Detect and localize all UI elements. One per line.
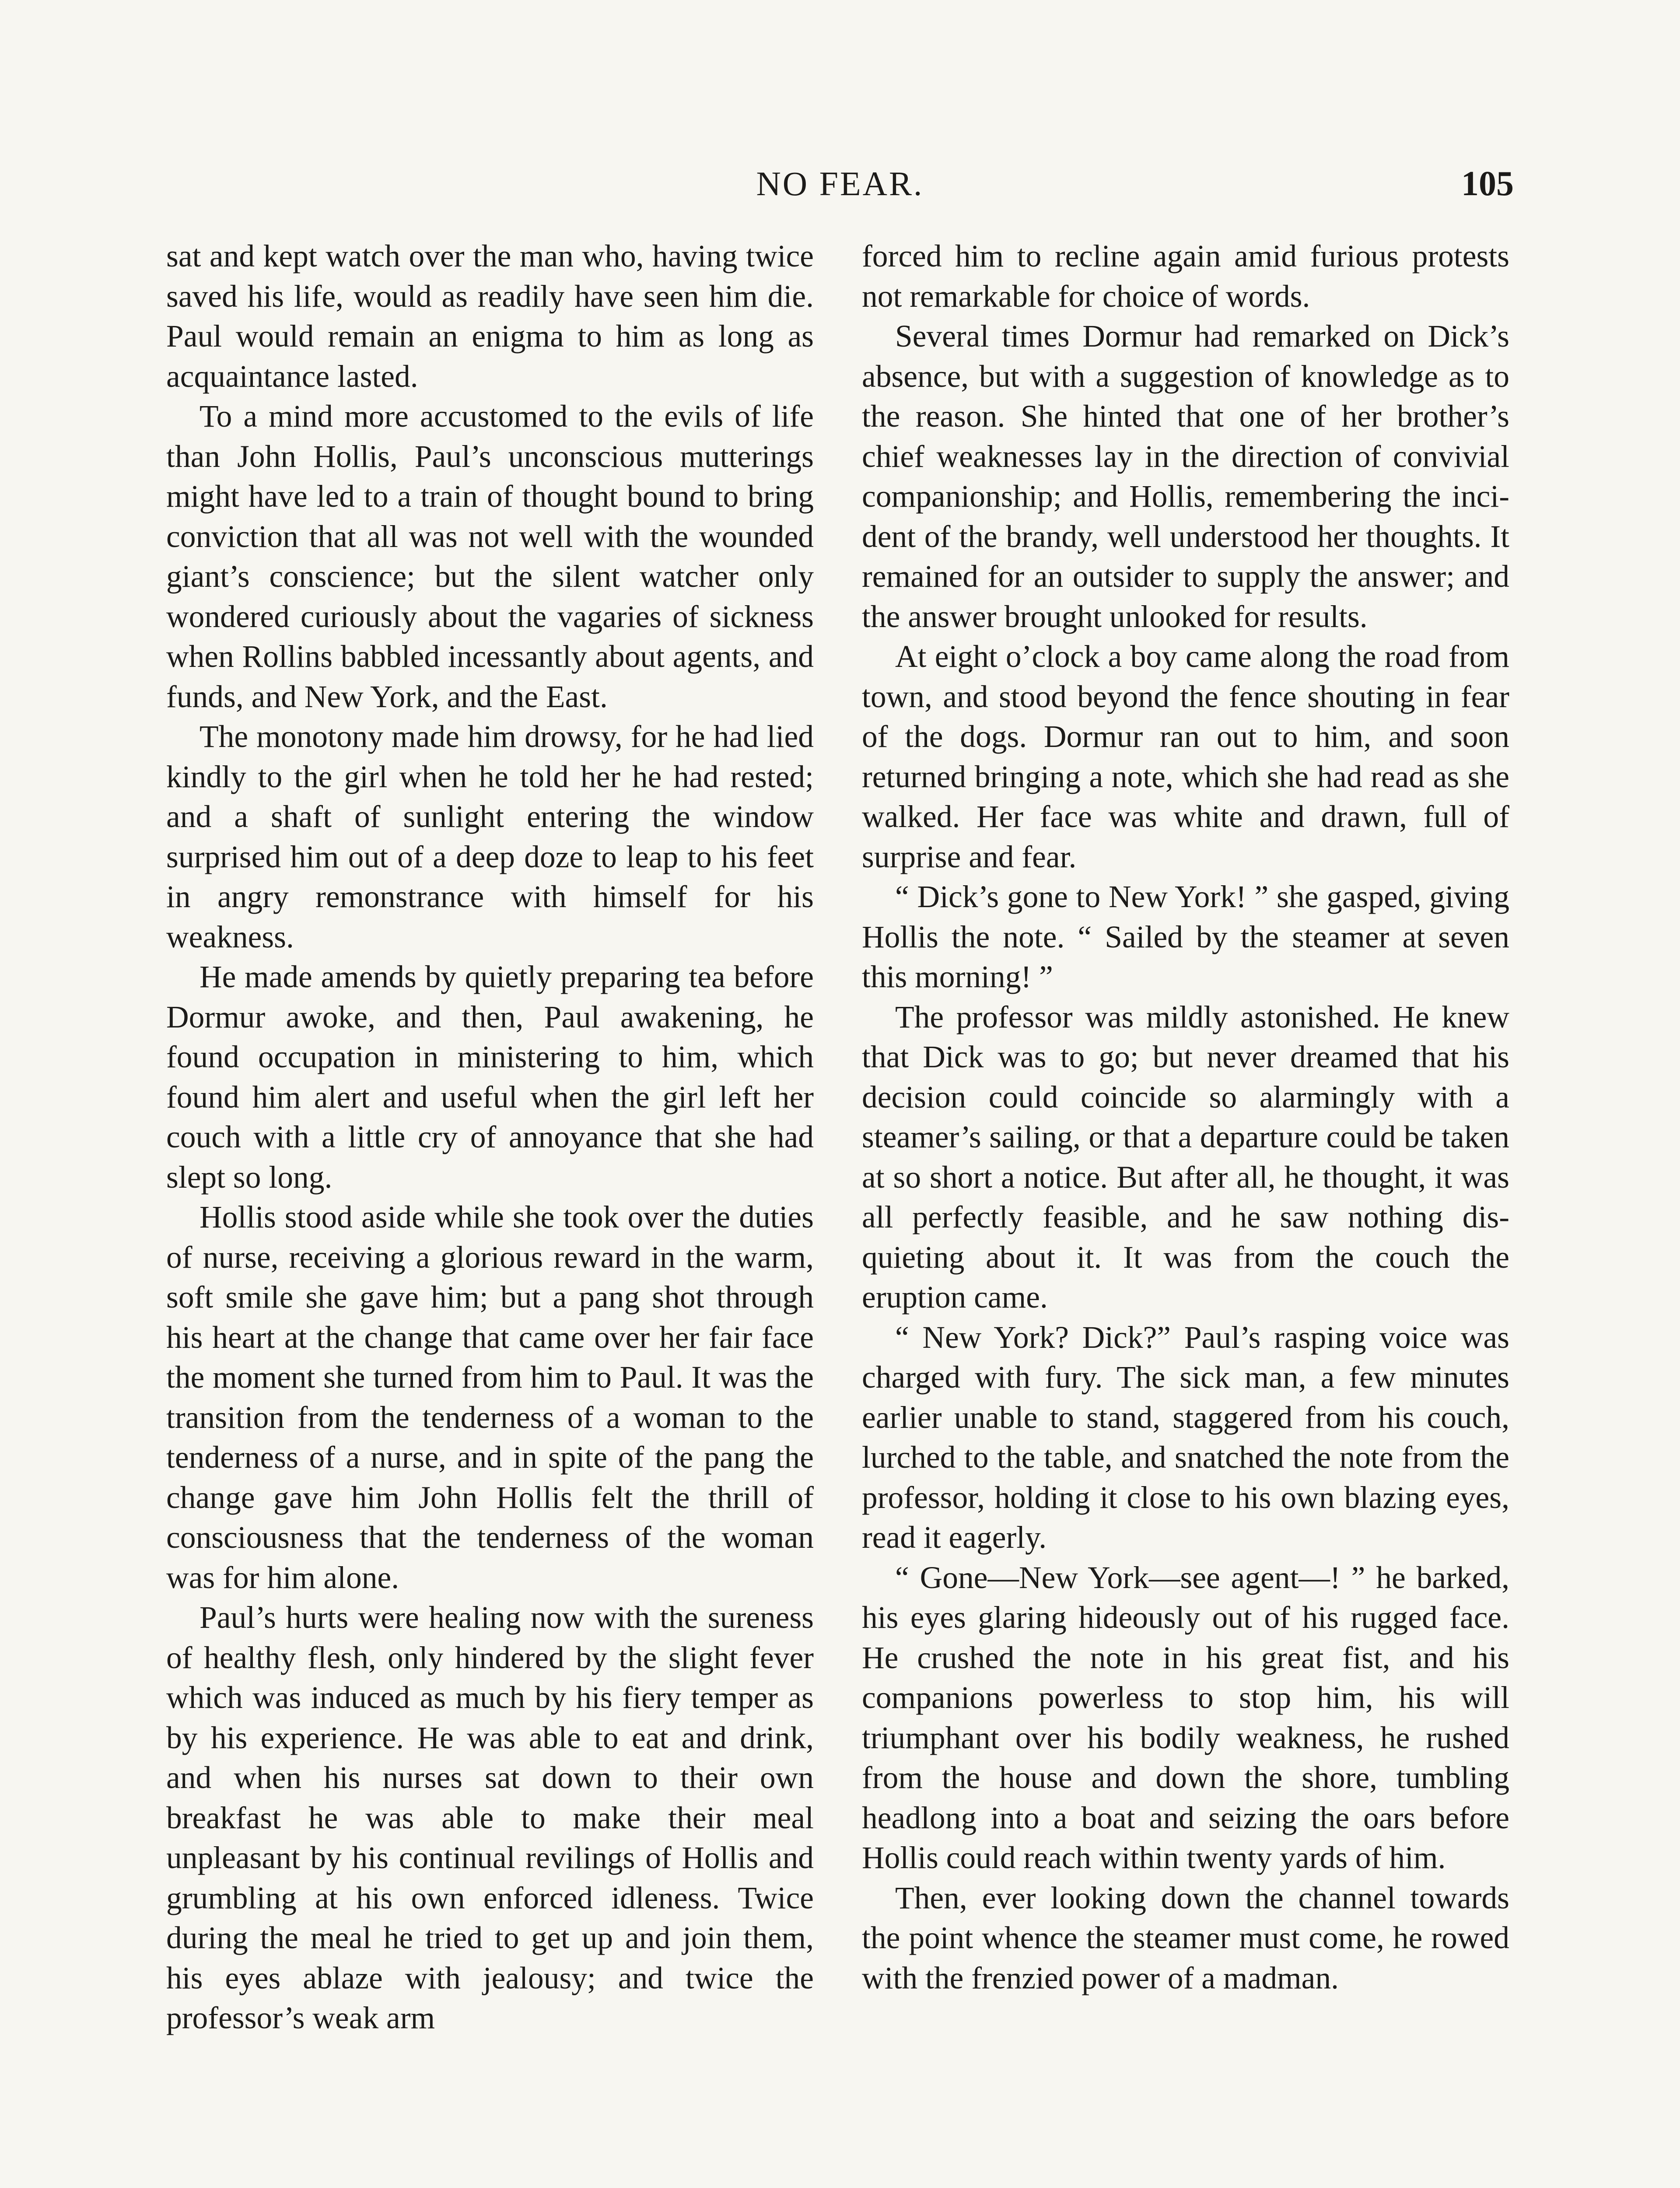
paragraph: The professor was mildly astonished. He knew that Dick was to go; but never dreamed that his decision could coincide so alarmingly with a steamer’s sailing, or that a departure could be taken at so short a notice. But after all, he thought, it was all perfectly feasible, and he saw nothing disquieting about it. It was from the couch the eruption came. [862,999,1509,1315]
left-column [166,236,814,2188]
paragraph: Then, ever looking down the channel towards the point whence the steamer must come, he rowed with the frenzied power of a madman. [862,1880,1509,1995]
paragraph: sat and kept watch over the man who, having twice saved his life, would as readily have seen him die. Paul would remain an enigma to him as long as acquaintance lasted. [166,239,814,394]
running-title: NO FEAR. [756,165,924,203]
paragraph: To a mind more accustomed to the evils of life than John Hollis, Paul’s unconscious mutterings might have led to a train of thought bound to bring conviction that all was not well with the wounded giant’s conscience; but the silent watcher only wondered curiously about the vagaries of sickness when Rollins babbled incessantly about agents, and funds, and New York, and the East. [166,399,814,714]
page-number: 105 [1461,165,1514,203]
paragraph: “ New York? Dick?” Paul’s rasping voice was charged with fury. The sick man, a few minutes earlier unable to stand, staggered from his couch, lurched to the table, and snatched the note from the professor, holding it close to his own blazing eyes, read it eagerly. [862,1320,1509,1555]
paragraph: “ Dick’s gone to New York! ” she gasped, giving Hollis the note. “ Sailed by the steamer at seven this morning! ” [862,880,1509,994]
paragraph: The monotony made him drowsy, for he had lied kindly to the girl when he told her he had rested; and a shaft of sunlight entering the window surprised him out of a deep doze to leap to his feet in angry remonstrance with himself for his weakness. [166,719,814,954]
paragraph: He made amends by quietly preparing tea before Dormur awoke, and then, Paul awakening, he found occupation in ministering to him, which found him alert and useful when the girl left her couch with a little cry of annoyance that she had slept so long. [166,960,814,1195]
story-text [166,236,1514,2188]
paragraph: Hollis stood aside while she took over the duties of nurse, receiving a glorious reward in the warm, soft smile she gave him; but a pang shot through his heart at the change that came over her fair face the moment she turned from him to Paul. It was the transition from the tenderness of a woman to the tenderness of a nurse, and in spite of the pang the change gave him John Hollis felt the thrill of consciousness that the tenderness of the woman was for him alone. [166,1200,814,1595]
paragraph: At eight o’clock a boy came along the road from town, and stood beyond the fence shouting in fear of the dogs. Dormur ran out to him, and soon returned bringing a note, which she had read as she walked. Her face was white and drawn, full of surprise and fear. [862,639,1509,874]
paragraph: Paul’s hurts were healing now with the sureness of healthy flesh, only hindered by the slight fever which was induced as much by his fiery temper as by his experience. He was able to eat and drink, and when his nurses sat down to their own breakfast he was able to make their meal unpleasant by his continual revilings of Hollis and grumbling at his own enforced idleness. Twice during the meal he tried to get up and join them, his eyes ablaze with jealousy; and twice the professor’s weak arm [166,1600,814,2035]
paragraph: Several times Dormur had remarked on Dick’s absence, but with a suggestion of knowledge as to the reason. She hinted that one of her brother’s chief weaknesses lay in the direction of convivial companionship; and Hollis, remembering the incident of the brandy, well understood her thoughts. It remained for an outsider to supply the answer; and the answer brought unlooked for results. [862,319,1509,634]
paragraph: “ Gone—New York—see agent—! ” he barked, his eyes glaring hideously out of his rugged face. He crushed the note in his great fist, and his companions powerless to stop him, his will triumphant over his bodily weakness, he rushed from the house and down the shore, tumbling headlong into a boat and seizing the oars before Hollis could reach within twenty yards of him. [862,1560,1509,1875]
right-column [862,236,1509,2188]
paragraph: forced him to recline again amid furious protests not remarkable for choice of words. [862,239,1509,314]
page-header [166,158,1514,214]
